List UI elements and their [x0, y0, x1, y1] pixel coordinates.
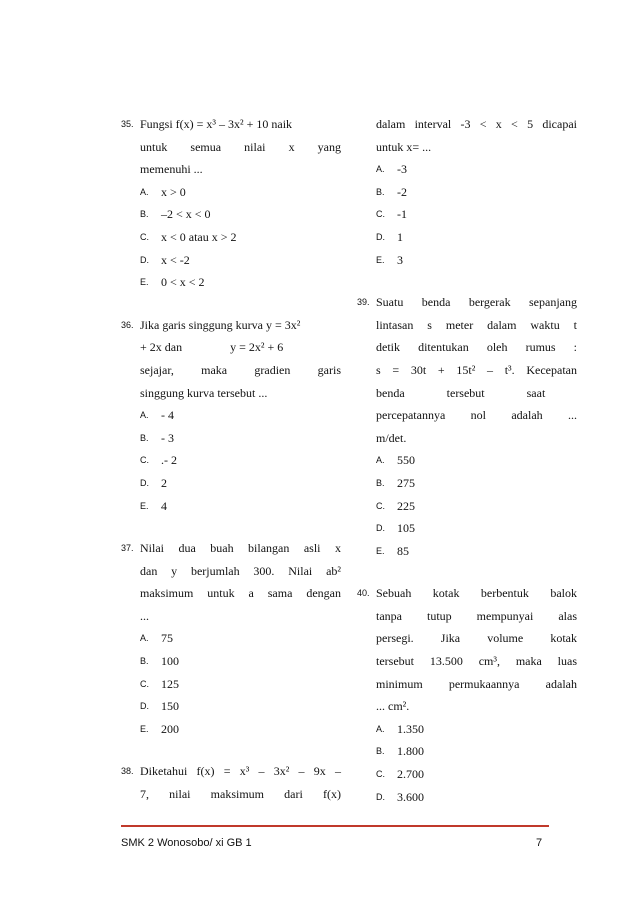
option-text: 105: [397, 521, 415, 536]
question-line: Jika garis singgung kurva y = 3x²: [140, 317, 301, 332]
option-e: [140, 271, 341, 294]
option-letter: C.: [140, 455, 149, 466]
option-letter: A.: [376, 723, 385, 734]
option-d: [376, 517, 577, 540]
question-text: [140, 760, 341, 805]
option-letter: C.: [140, 678, 149, 689]
question-line: detik ditentukan oleh rumus :: [376, 340, 577, 355]
option-letter: E.: [376, 254, 385, 265]
question-number: 38.: [121, 766, 134, 777]
option-letter: A.: [140, 410, 149, 421]
question-line: persegi. Jika volume kotak: [376, 631, 577, 646]
question-38-continued: [357, 113, 577, 271]
option-letter: D.: [376, 791, 385, 802]
option-letter: B.: [376, 186, 385, 197]
question-line: Fungsi f(x) = x³ – 3x² + 10 naik: [140, 117, 293, 131]
option-e: [140, 495, 341, 518]
question-text: [376, 291, 577, 449]
question-line: sejajar, maka gradien garis: [140, 362, 341, 377]
option-letter: B.: [140, 656, 149, 667]
question-line: ... cm².: [376, 699, 410, 714]
question-line: minimum permukaannya adalah: [376, 676, 577, 691]
question-36: [121, 314, 341, 517]
option-letter: B.: [376, 477, 385, 488]
question-line: percepatannya nol adalah ...: [376, 408, 577, 423]
question-line: dalam interval -3 < x < 5 dicapai: [376, 117, 577, 131]
page-number: 7: [536, 837, 543, 849]
option-a: [376, 158, 577, 181]
option-d: [376, 786, 577, 809]
question-text: [376, 113, 577, 158]
question-line: ...: [140, 608, 149, 623]
option-letter: A.: [140, 633, 149, 644]
question-number: 35.: [121, 119, 134, 129]
question-line: maksimum untuk a sama dengan: [140, 586, 341, 601]
option-letter: E.: [140, 500, 149, 511]
option-d: [140, 695, 341, 718]
option-text: 75: [161, 631, 173, 646]
option-b: [376, 181, 577, 204]
option-text: 550: [397, 453, 415, 468]
option-text: 1.350: [397, 721, 424, 736]
question-line: untuk x= ...: [376, 139, 432, 154]
option-letter: D.: [140, 477, 149, 488]
option-d: [376, 226, 577, 249]
option-a: [140, 627, 341, 650]
footer-rule: [121, 825, 549, 827]
option-d: [140, 472, 341, 495]
question-line: benda tersebut saat: [376, 385, 546, 400]
question-38: [121, 760, 341, 805]
question-37: [121, 537, 341, 740]
option-text: -3: [397, 162, 407, 177]
option-text: 200: [161, 721, 179, 736]
question-number: 37.: [121, 543, 134, 554]
option-text: 275: [397, 475, 415, 490]
option-c: [140, 673, 341, 696]
option-text: 85: [397, 543, 409, 558]
option-text: 125: [161, 676, 179, 691]
option-e: [140, 718, 341, 741]
option-text: - 4: [161, 408, 174, 423]
option-a: [376, 449, 577, 472]
option-letter: B.: [140, 209, 149, 220]
option-text: 100: [161, 654, 179, 669]
question-text: [140, 314, 341, 404]
question-line: m/det.: [376, 430, 407, 445]
option-b: [376, 740, 577, 763]
question-line: Suatu benda bergerak sepanjang: [376, 295, 577, 310]
option-text: 225: [397, 498, 415, 513]
option-b: [140, 650, 341, 673]
question-number: 36.: [121, 319, 134, 330]
question-line: tanpa tutup mempunyai alas: [376, 608, 577, 623]
question-line: Diketahui f(x) = x³ – 3x² – 9x –: [140, 764, 341, 779]
question-line: s = 30t + 15t² – t³. Kecepatan: [376, 362, 577, 377]
option-b: [376, 472, 577, 495]
option-text: 150: [161, 699, 179, 714]
option-letter: A.: [376, 455, 385, 466]
question-line: untuk semua nilai x yang: [140, 139, 341, 154]
option-a: [376, 718, 577, 741]
option-letter: D.: [140, 254, 149, 265]
question-line: tersebut 13.500 cm³, maka luas: [376, 654, 577, 669]
right-column: [357, 113, 577, 808]
option-text: x > 0: [161, 184, 186, 199]
option-letter: A.: [140, 186, 149, 197]
option-letter: B.: [140, 432, 149, 443]
question-line: memenuhi ...: [140, 162, 203, 177]
option-text: x < -2: [161, 252, 190, 267]
question-line: dan y berjumlah 300. Nilai ab²: [140, 563, 341, 578]
option-text: 2: [161, 475, 167, 490]
option-b: [140, 427, 341, 450]
option-c: [376, 763, 577, 786]
option-a: [140, 404, 341, 427]
question-text: [376, 582, 577, 718]
option-letter: E.: [140, 723, 149, 734]
option-letter: D.: [376, 523, 385, 534]
option-text: 3: [397, 252, 403, 267]
option-d: [140, 249, 341, 272]
question-line: 7, nilai maksimum dari f(x): [140, 787, 341, 802]
footer-school: SMK 2 Wonosobo/ xi GB 1: [121, 837, 252, 849]
option-c: [140, 449, 341, 472]
option-text: -1: [397, 207, 407, 222]
option-text: 0 < x < 2: [161, 275, 205, 290]
question-40: [357, 582, 577, 808]
question-line: Sebuah kotak berbentuk balok: [376, 586, 577, 601]
question-line: Nilai dua buah bilangan asli x: [140, 541, 341, 556]
option-letter: E.: [140, 277, 149, 288]
question-text: [140, 537, 341, 627]
question-35: [121, 113, 341, 294]
option-e: [376, 249, 577, 272]
question-39: [357, 291, 577, 562]
option-letter: D.: [140, 701, 149, 712]
option-letter: A.: [376, 164, 385, 175]
question-number: 40.: [357, 588, 370, 599]
option-text: –2 < x < 0: [161, 207, 211, 222]
option-text: 2.700: [397, 767, 424, 782]
option-c: [376, 203, 577, 226]
option-text: - 3: [161, 430, 174, 445]
left-column: [121, 113, 341, 806]
option-c: [376, 495, 577, 518]
option-c: [140, 226, 341, 249]
option-text: 1.800: [397, 744, 424, 759]
option-letter: C.: [140, 231, 149, 242]
option-text: 4: [161, 498, 167, 513]
option-letter: D.: [376, 231, 385, 242]
option-e: [376, 540, 577, 563]
option-b: [140, 203, 341, 226]
option-text: 1: [397, 229, 403, 244]
option-text: x < 0 atau x > 2: [161, 229, 237, 244]
question-line: lintasan s meter dalam waktu t: [376, 317, 577, 332]
option-letter: B.: [376, 746, 385, 757]
option-letter: C.: [376, 209, 385, 220]
option-letter: C.: [376, 769, 385, 780]
option-a: [140, 181, 341, 204]
option-letter: E.: [376, 545, 385, 556]
option-text: -2: [397, 184, 407, 199]
question-line: + 2x dan y = 2x² + 6: [140, 340, 284, 355]
option-text: 3.600: [397, 789, 424, 804]
option-letter: C.: [376, 500, 385, 511]
question-line: singgung kurva tersebut ...: [140, 385, 268, 400]
option-text: .- 2: [161, 453, 177, 468]
question-number: 39.: [357, 297, 370, 308]
question-text: [140, 113, 341, 181]
